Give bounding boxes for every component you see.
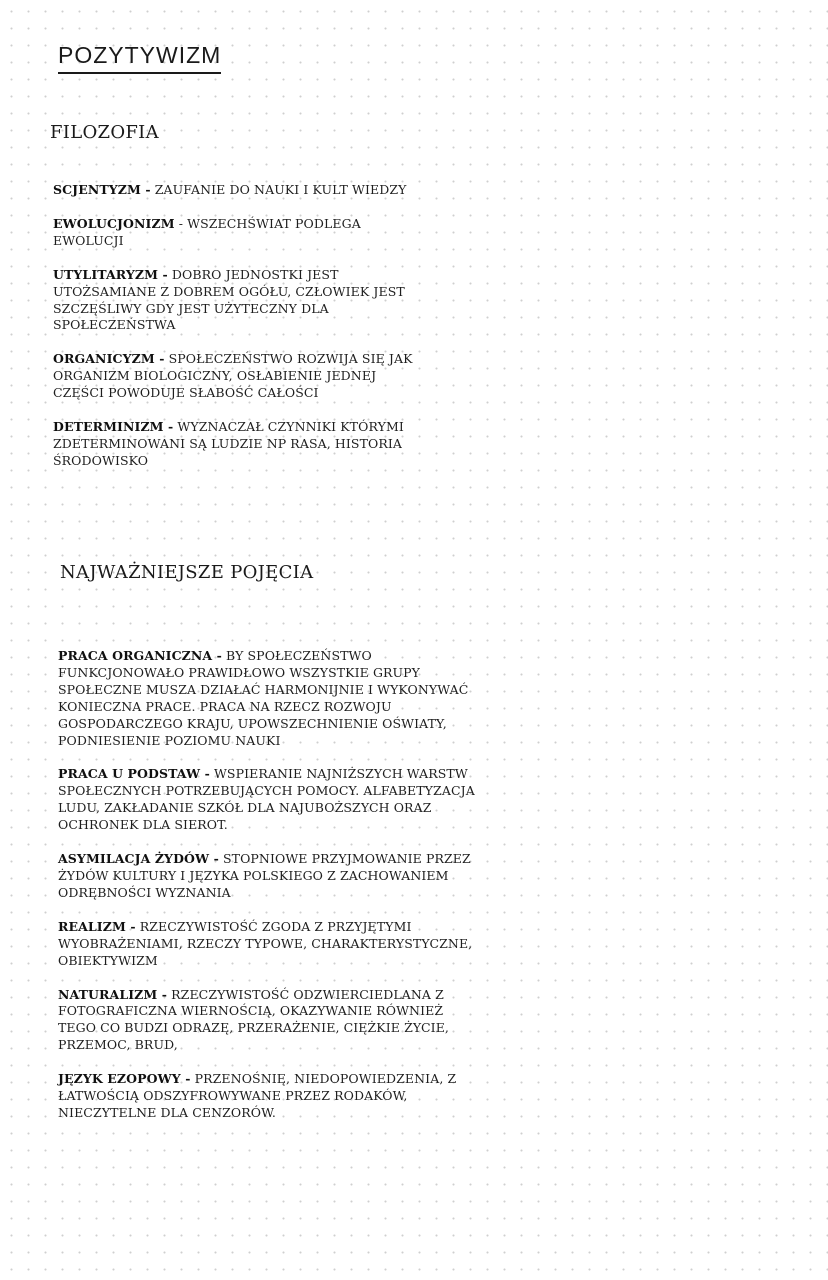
term-name: JĘZYK EZOPOWY -: [58, 1071, 191, 1087]
term-definition: RZECZYWISTOŚĆ ODZWIERCIEDLANA Z FOTOGRAFICZNA WIERNOŚCIĄ, OKAZYWANIE RÓWNIEŻ TEGO CO BUDZI ODRAZĘ, PRZERAŻENIE, CIĘŻKIE ŻYCIE, PRZEMOC, BRUD,: [58, 986, 449, 1053]
term-entry-realizm: [58, 919, 478, 970]
term-name: SCJENTYZM -: [53, 182, 151, 197]
term-definition: - WSZECHŚWIAT PODLEGA EWOLUCJI: [53, 215, 361, 248]
pojecia-section: [58, 648, 478, 1139]
term-entry-asymilacja-zydow: [58, 851, 478, 902]
term-definition: WSPIERANIE NAJNIŻSZYCH WARSTW SPOŁECZNYCH POTRZEBUJĄCYCH POMOCY. ALFABETYZACJA LUDU, ZAKŁADANIE SZKÓŁ DLA NAJUBOŻSZYCH ORAZ OCHRONEK DLA SIEROT.: [58, 766, 475, 833]
term-name: PRACA U PODSTAW -: [58, 766, 210, 782]
section-heading-filozofia: FILOZOFIA: [50, 122, 159, 143]
term-name: ASYMILACJA ŻYDÓW -: [58, 851, 219, 867]
term-entry-naturalizm: [58, 987, 478, 1055]
term-definition: PRZENOŚNIĘ, NIEDOPOWIEDZENIA, Z ŁATWOŚCIĄ ODSZYFROWYWANE PRZEZ RODAKÓW, NIECZYTELNE DLA CENZORÓW.: [58, 1071, 457, 1120]
term-definition: BY SPOŁECZEŃSTWO FUNKCJONOWAŁO PRAWIDŁOWO WSZYSTKIE GRUPY SPOŁECZNE MUSZA DZIAŁAĆ HARMONIJNIE I WYKONYWAĆ KONIECZNA PRACE. PRACA NA RZECZ ROZWOJU GOSPODARCZEGO KRAJU, UPOWSZECHNIENIE OŚWIATY, PODNIESIENIE POZIOMU NAUKI: [58, 648, 469, 748]
term-entry-scjentyzm: [53, 182, 413, 199]
term-definition: ZAUFANIE DO NAUKI I KULT WIEDZY: [154, 182, 407, 197]
term-name: ORGANICYZM -: [53, 351, 165, 367]
term-entry-praca-u-podstaw: [58, 766, 478, 834]
term-entry-determinizm: [53, 419, 413, 470]
term-definition: RZECZYWISTOŚĆ ZGODA Z PRZYJĘTYMI WYOBRAŻENIAMI, RZECZY TYPOWE, CHARAKTERYSTYCZNE, OBIEKTYWIZM: [58, 918, 473, 968]
term-definition: STOPNIOWE PRZYJMOWANIE PRZEZ ŻYDÓW KULTURY I JĘZYKA POLSKIEGO Z ZACHOWANIEM ODRĘBNOŚCI WYZNANIA: [58, 851, 471, 900]
term-definition: SPOŁECZEŃSTWO ROZWIJA SIĘ JAK ORGANIZM BIOLOGICZNY, OSŁABIENIE JEDNEJ CZĘŚCI POWODUJE SŁABOŚĆ CAŁOŚCI: [53, 351, 413, 401]
term-entry-utylitaryzm: [53, 267, 413, 335]
term-name: DETERMINIZM -: [53, 419, 174, 435]
term-entry-ewolucjonizm: [53, 216, 413, 250]
term-definition: DOBRO JEDNOSTKI JEST UTOŻSAMIANE Z DOBREM OGÓŁU, CZŁOWIEK JEST SZCZĘŚLIWY GDY JEST UŻYTECZNY DLA SPOŁECZEŃSTWA: [53, 266, 405, 333]
term-name: REALIZM -: [58, 918, 136, 934]
term-name: NATURALIZM -: [58, 986, 168, 1002]
term-definition: WYZNACZAŁ CZYNNIKI KTÓRYMI ZDETERMINOWANI SĄ LUDZIE NP RASA, HISTORIA ŚRODOWISKO: [53, 419, 404, 468]
section-heading-pojecia: NAJWAŻNIEJSZE POJĘCIA: [60, 562, 314, 583]
filozofia-section: [53, 182, 413, 487]
term-entry-praca-organiczna: [58, 648, 478, 749]
page-title: POZYTYWIZM: [58, 42, 221, 74]
term-entry-jezyk-ezopowy: [58, 1071, 478, 1122]
term-entry-organicyzm: [53, 351, 413, 402]
term-name: UTYLITARYZM -: [53, 266, 168, 282]
term-name: PRACA ORGANICZNA -: [58, 648, 222, 663]
term-name: EWOLUCJONIZM: [53, 215, 175, 231]
